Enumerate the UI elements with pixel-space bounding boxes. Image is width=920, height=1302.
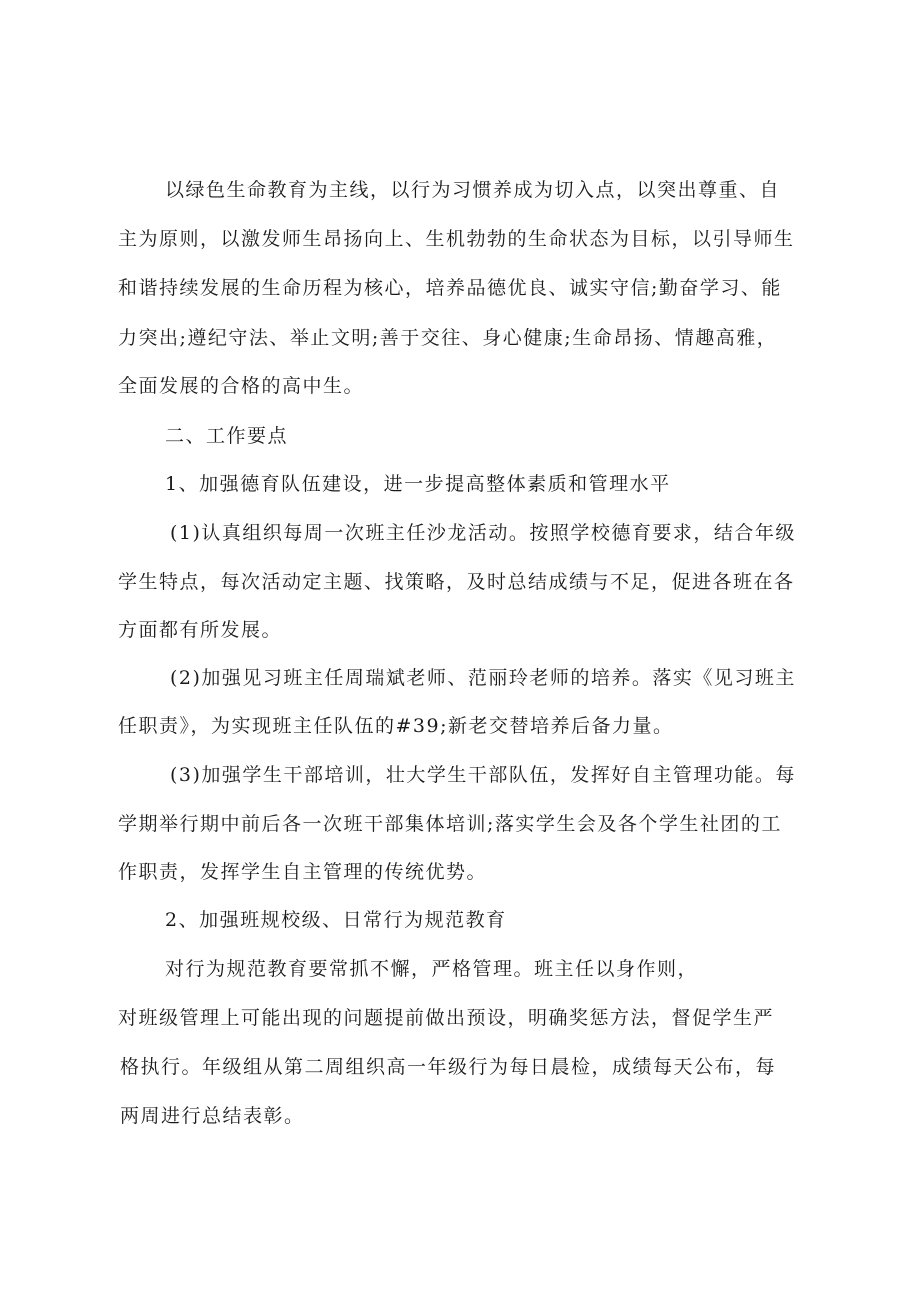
point2-line-2: 对班级管理上可能出现的问题提前做出预设，明确奖惩方法，督促学生严 bbox=[118, 1007, 775, 1029]
item3-line-2: 学期举行期中前后各一次班干部集体培训;落实学生会及各个学生社团的工 bbox=[118, 813, 782, 835]
intro-line-4: 力突出;遵纪守法、举止文明;善于交往、身心健康;生命昂扬、情趣高雅， bbox=[118, 327, 778, 349]
item3-line-3: 作职责，发挥学生自主管理的传统优势。 bbox=[118, 861, 488, 883]
item2-line-1: (2)加强见习班主任周瑞斌老师、范丽玲老师的培养。落实《见习班主 bbox=[170, 667, 796, 689]
section-heading: 二、工作要点 bbox=[165, 425, 289, 447]
item1-line-2: 学生特点，每次活动定主题、找策略，及时总结成绩与不足，促进各班在各 bbox=[118, 571, 795, 593]
intro-line-3: 和谐持续发展的生命历程为核心，培养品德优良、诚实守信;勤奋学习、能 bbox=[118, 277, 782, 299]
point2-line-3: 格执行。年级组从第二周组织高一年级行为每日晨检，成绩每天公布，每 bbox=[120, 1056, 777, 1078]
point2-line-1: 对行为规范教育要常抓不懈，严格管理。班主任以身作则， bbox=[165, 958, 699, 980]
point1-heading: 1、加强德育队伍建设，进一步提高整体素质和管理水平 bbox=[165, 473, 671, 495]
item3-line-1: (3)加强学生干部培训，壮大学生干部队伍，发挥好自主管理功能。每 bbox=[170, 764, 796, 786]
item1-line-3: 方面都有所发展。 bbox=[118, 619, 283, 641]
intro-line-5: 全面发展的合格的高中生。 bbox=[118, 375, 365, 397]
item1-line-1: (1)认真组织每周一次班主任沙龙活动。按照学校德育要求，结合年级 bbox=[170, 522, 796, 544]
intro-line-1: 以绿色生命教育为主线，以行为习惯养成为切入点，以突出尊重、自 bbox=[165, 179, 781, 201]
item2-line-2: 任职责》，为实现班主任队伍的#39;新老交替培养后备力量。 bbox=[118, 715, 674, 737]
intro-line-2: 主为原则，以激发师生昂扬向上、生机勃勃的生命状态为目标，以引导师生 bbox=[118, 228, 795, 250]
point2-line-4: 两周进行总结表彰。 bbox=[120, 1105, 305, 1127]
point2-heading: 2、加强班规校级、日常行为规范教育 bbox=[165, 909, 507, 931]
